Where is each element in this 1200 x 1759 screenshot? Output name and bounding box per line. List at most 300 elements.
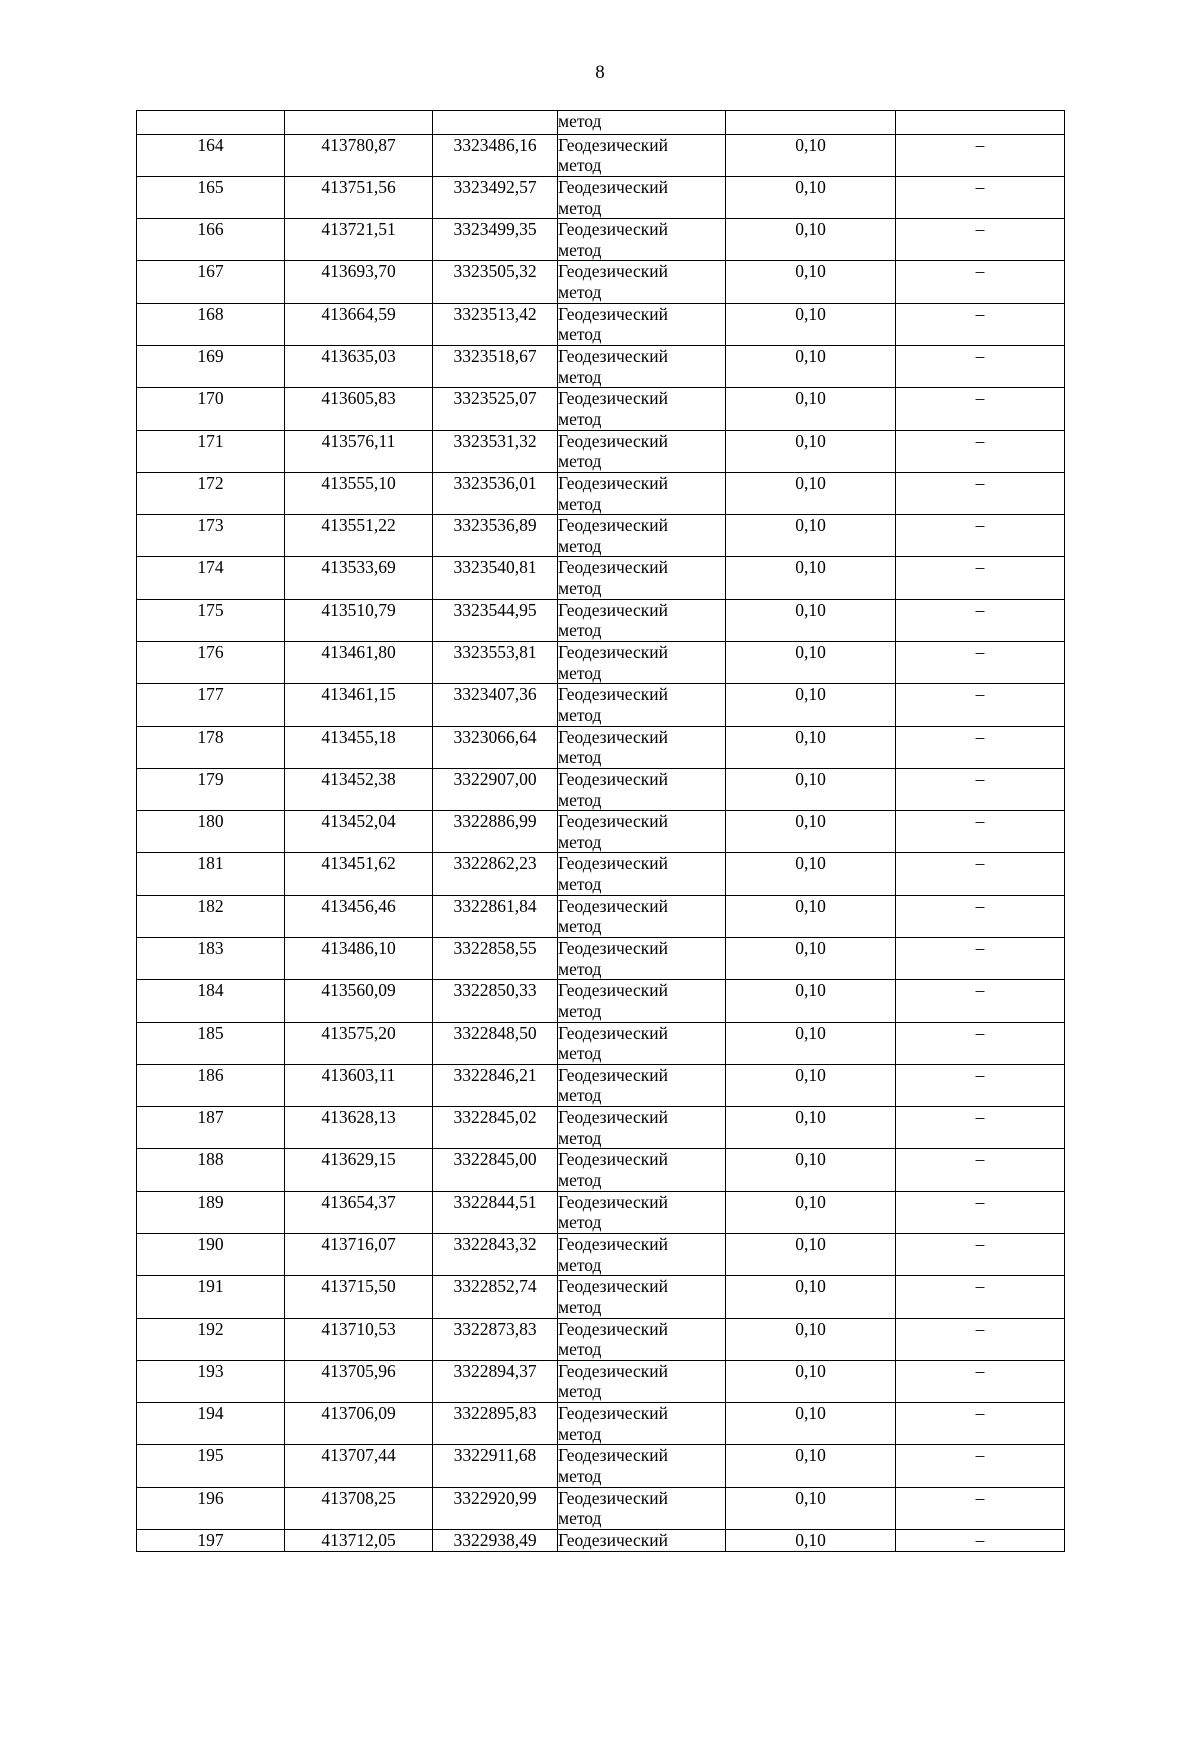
cell-method	[558, 1064, 726, 1106]
method-line-1: Геодезический	[558, 1318, 668, 1339]
cell-accuracy: 0,10	[726, 219, 896, 261]
cell-accuracy: 0,10	[726, 1149, 896, 1191]
cell-x: 413533,69	[285, 557, 433, 599]
cell-method	[558, 1022, 726, 1064]
cell-number: 173	[137, 515, 285, 557]
method-line-1: Геодезический	[558, 599, 668, 620]
method-line-2: метод	[558, 1508, 602, 1529]
method-line-2: метод	[558, 662, 602, 683]
table-row	[137, 472, 1065, 514]
cell-note: –	[896, 1276, 1065, 1318]
method-line-2: метод	[558, 1127, 602, 1148]
cell-note: –	[896, 726, 1065, 768]
method-line-1: Геодезический	[558, 557, 668, 578]
cell-accuracy: 0,10	[726, 768, 896, 810]
cell-note: –	[896, 1191, 1065, 1233]
method-line-2: метод	[558, 535, 602, 556]
cell-note: –	[896, 515, 1065, 557]
cell-x: 413605,83	[285, 388, 433, 430]
cell-note: –	[896, 684, 1065, 726]
cell-accuracy: 0,10	[726, 176, 896, 218]
cell-y: 3322894,37	[433, 1360, 558, 1402]
table-row	[137, 1276, 1065, 1318]
cell-method	[558, 726, 726, 768]
method-line-2: метод	[558, 197, 602, 218]
table-row	[137, 599, 1065, 641]
cell-note: –	[896, 937, 1065, 979]
cell-note: –	[896, 980, 1065, 1022]
cell-note: –	[896, 1360, 1065, 1402]
cell-note: –	[896, 219, 1065, 261]
cell-method	[558, 176, 726, 218]
table-row-continuation	[137, 111, 1065, 135]
cell-number: 180	[137, 811, 285, 853]
method-line-1: Геодезический	[558, 980, 668, 1001]
method-line-2: метод	[558, 239, 602, 260]
cell-method	[558, 1191, 726, 1233]
method-line-1: Геодезический	[558, 726, 668, 747]
cell-number: 176	[137, 642, 285, 684]
cell-x: 413455,18	[285, 726, 433, 768]
method-line-1: Геодезический	[558, 853, 668, 874]
cell-y: 3323536,89	[433, 515, 558, 557]
method-line-1: Геодезический	[558, 937, 668, 958]
cell-note: –	[896, 853, 1065, 895]
table-row	[137, 895, 1065, 937]
cell-x	[285, 111, 433, 135]
method-line-2: метод	[558, 831, 602, 852]
cell-y: 3322845,00	[433, 1149, 558, 1191]
method-line-1: Геодезический	[558, 1360, 668, 1381]
method-line-1: Геодезический	[558, 768, 668, 789]
cell-number: 187	[137, 1107, 285, 1149]
cell-note	[896, 111, 1065, 135]
cell-x: 413780,87	[285, 134, 433, 176]
cell-x: 413708,25	[285, 1487, 433, 1529]
cell-accuracy: 0,10	[726, 895, 896, 937]
cell-accuracy: 0,10	[726, 430, 896, 472]
cell-number: 177	[137, 684, 285, 726]
cell-number: 197	[137, 1529, 285, 1551]
cell-note: –	[896, 261, 1065, 303]
cell-number: 190	[137, 1233, 285, 1275]
cell-x: 413575,20	[285, 1022, 433, 1064]
cell-note: –	[896, 1445, 1065, 1487]
method-line-1: Геодезический	[558, 1149, 668, 1170]
table-row	[137, 134, 1065, 176]
method-line-1: Геодезический	[558, 346, 668, 367]
cell-accuracy: 0,10	[726, 346, 896, 388]
cell-note: –	[896, 1233, 1065, 1275]
cell-y: 3323525,07	[433, 388, 558, 430]
cell-number: 169	[137, 346, 285, 388]
cell-y	[433, 111, 558, 135]
cell-accuracy: 0,10	[726, 599, 896, 641]
cell-method	[558, 1529, 726, 1551]
table-row	[137, 261, 1065, 303]
coordinates-table	[136, 110, 1065, 1552]
method-line-1: Геодезический	[558, 1022, 668, 1043]
method-line-2: метод	[558, 1212, 602, 1233]
cell-accuracy: 0,10	[726, 1360, 896, 1402]
table-row	[137, 346, 1065, 388]
table-row	[137, 642, 1065, 684]
cell-method	[558, 1276, 726, 1318]
cell-accuracy: 0,10	[726, 684, 896, 726]
page-number: 8	[595, 62, 605, 83]
cell-note: –	[896, 1149, 1065, 1191]
cell-note: –	[896, 388, 1065, 430]
cell-number: 168	[137, 303, 285, 345]
cell-number: 182	[137, 895, 285, 937]
cell-x: 413451,62	[285, 853, 433, 895]
coordinates-table-body	[137, 111, 1065, 1552]
cell-method	[558, 895, 726, 937]
cell-x: 413576,11	[285, 430, 433, 472]
cell-x: 413510,79	[285, 599, 433, 641]
method-line-2: метод	[558, 874, 602, 895]
cell-note: –	[896, 1022, 1065, 1064]
table-row	[137, 1445, 1065, 1487]
cell-method	[558, 853, 726, 895]
cell-y: 3323513,42	[433, 303, 558, 345]
cell-y: 3322920,99	[433, 1487, 558, 1529]
table-row	[137, 937, 1065, 979]
cell-accuracy: 0,10	[726, 388, 896, 430]
cell-method	[558, 557, 726, 599]
method-line-2: метод	[558, 1085, 602, 1106]
cell-accuracy: 0,10	[726, 303, 896, 345]
cell-x: 413486,10	[285, 937, 433, 979]
method-line-1: Геодезический	[558, 388, 668, 409]
cell-note: –	[896, 1403, 1065, 1445]
cell-accuracy: 0,10	[726, 980, 896, 1022]
cell-y: 3322938,49	[433, 1529, 558, 1551]
cell-y: 3322862,23	[433, 853, 558, 895]
cell-x: 413664,59	[285, 303, 433, 345]
method-line-2: метод	[558, 408, 602, 429]
cell-number: 184	[137, 980, 285, 1022]
table-row	[137, 176, 1065, 218]
method-line-2: метод	[558, 366, 602, 387]
cell-number: 170	[137, 388, 285, 430]
cell-note: –	[896, 557, 1065, 599]
method-line-2: метод	[558, 324, 602, 345]
cell-x: 413716,07	[285, 1233, 433, 1275]
method-line-1: Геодезический	[558, 811, 668, 832]
cell-x: 413707,44	[285, 1445, 433, 1487]
cell-accuracy: 0,10	[726, 261, 896, 303]
table-row	[137, 980, 1065, 1022]
cell-number: 191	[137, 1276, 285, 1318]
cell-x: 413629,15	[285, 1149, 433, 1191]
cell-accuracy	[726, 111, 896, 135]
cell-y: 3323492,57	[433, 176, 558, 218]
cell-accuracy: 0,10	[726, 1233, 896, 1275]
cell-number: 194	[137, 1403, 285, 1445]
cell-method	[558, 1445, 726, 1487]
table-row	[137, 1107, 1065, 1149]
cell-number: 189	[137, 1191, 285, 1233]
cell-method-tail: метод	[558, 111, 726, 135]
cell-accuracy: 0,10	[726, 1445, 896, 1487]
cell-accuracy: 0,10	[726, 726, 896, 768]
cell-method	[558, 515, 726, 557]
cell-method	[558, 1233, 726, 1275]
method-line-2: метод	[558, 747, 602, 768]
cell-note: –	[896, 472, 1065, 514]
table-row	[137, 1191, 1065, 1233]
cell-number: 181	[137, 853, 285, 895]
cell-x: 413705,96	[285, 1360, 433, 1402]
cell-method	[558, 1107, 726, 1149]
cell-note: –	[896, 176, 1065, 218]
cell-x: 413452,38	[285, 768, 433, 810]
method-line-2: метод	[558, 578, 602, 599]
cell-x: 413461,80	[285, 642, 433, 684]
cell-x: 413456,46	[285, 895, 433, 937]
method-line-2: метод	[558, 1170, 602, 1191]
cell-accuracy: 0,10	[726, 515, 896, 557]
cell-y: 3322848,50	[433, 1022, 558, 1064]
method-line-2: метод	[558, 704, 602, 725]
table-row	[137, 684, 1065, 726]
cell-accuracy: 0,10	[726, 1022, 896, 1064]
table-row	[137, 219, 1065, 261]
cell-y: 3323066,64	[433, 726, 558, 768]
table-row	[137, 515, 1065, 557]
cell-accuracy: 0,10	[726, 1107, 896, 1149]
method-line-2: метод	[558, 1043, 602, 1064]
cell-number: 175	[137, 599, 285, 641]
table-row	[137, 1360, 1065, 1402]
cell-accuracy: 0,10	[726, 1403, 896, 1445]
table-row	[137, 557, 1065, 599]
cell-number: 171	[137, 430, 285, 472]
cell-method	[558, 1487, 726, 1529]
cell-number: 179	[137, 768, 285, 810]
method-line-1: Геодезический	[558, 895, 668, 916]
cell-note: –	[896, 346, 1065, 388]
cell-method	[558, 1403, 726, 1445]
cell-method	[558, 811, 726, 853]
cell-number	[137, 111, 285, 135]
cell-y: 3322843,32	[433, 1233, 558, 1275]
cell-accuracy: 0,10	[726, 642, 896, 684]
cell-y: 3323518,67	[433, 346, 558, 388]
cell-accuracy: 0,10	[726, 1064, 896, 1106]
table-row	[137, 1064, 1065, 1106]
cell-x: 413693,70	[285, 261, 433, 303]
cell-accuracy: 0,10	[726, 1276, 896, 1318]
method-line-2: метод	[558, 451, 602, 472]
table-row	[137, 430, 1065, 472]
cell-number: 183	[137, 937, 285, 979]
cell-number: 192	[137, 1318, 285, 1360]
cell-note: –	[896, 599, 1065, 641]
cell-number: 165	[137, 176, 285, 218]
cell-note: –	[896, 1107, 1065, 1149]
cell-x: 413712,05	[285, 1529, 433, 1551]
cell-accuracy: 0,10	[726, 472, 896, 514]
cell-number: 166	[137, 219, 285, 261]
cell-note: –	[896, 134, 1065, 176]
method-line-1: Геодезический	[558, 1107, 668, 1128]
method-line-1: Геодезический	[558, 134, 668, 155]
cell-y: 3323407,36	[433, 684, 558, 726]
cell-x: 413721,51	[285, 219, 433, 261]
cell-note: –	[896, 895, 1065, 937]
cell-method	[558, 430, 726, 472]
table-row	[137, 388, 1065, 430]
coordinates-table-wrapper	[136, 84, 1064, 1552]
table-row	[137, 1529, 1065, 1551]
method-line-2: метод	[558, 789, 602, 810]
cell-x: 413635,03	[285, 346, 433, 388]
method-line-1: Геодезический	[558, 1529, 668, 1550]
table-row	[137, 768, 1065, 810]
method-line-2: метод	[558, 620, 602, 641]
table-row	[137, 726, 1065, 768]
cell-x: 413560,09	[285, 980, 433, 1022]
method-line-2: метод	[558, 1254, 602, 1275]
method-line-1: Геодезический	[558, 472, 668, 493]
cell-x: 413551,22	[285, 515, 433, 557]
cell-note: –	[896, 1064, 1065, 1106]
cell-y: 3323531,32	[433, 430, 558, 472]
cell-accuracy: 0,10	[726, 134, 896, 176]
cell-accuracy: 0,10	[726, 1318, 896, 1360]
method-line-1: Геодезический	[558, 1403, 668, 1424]
cell-x: 413706,09	[285, 1403, 433, 1445]
cell-note: –	[896, 811, 1065, 853]
cell-x: 413654,37	[285, 1191, 433, 1233]
cell-accuracy: 0,10	[726, 853, 896, 895]
cell-accuracy: 0,10	[726, 1529, 896, 1551]
cell-number: 172	[137, 472, 285, 514]
cell-number: 174	[137, 557, 285, 599]
cell-x: 413715,50	[285, 1276, 433, 1318]
table-row	[137, 303, 1065, 345]
cell-method	[558, 642, 726, 684]
cell-note: –	[896, 1529, 1065, 1551]
cell-x: 413461,15	[285, 684, 433, 726]
document-page	[0, 62, 1200, 1759]
cell-y: 3322844,51	[433, 1191, 558, 1233]
table-row	[137, 1403, 1065, 1445]
cell-x: 413452,04	[285, 811, 433, 853]
cell-method	[558, 388, 726, 430]
table-row	[137, 811, 1065, 853]
cell-number: 196	[137, 1487, 285, 1529]
cell-method	[558, 219, 726, 261]
cell-y: 3323553,81	[433, 642, 558, 684]
cell-y: 3322907,00	[433, 768, 558, 810]
cell-y: 3322911,68	[433, 1445, 558, 1487]
cell-number: 186	[137, 1064, 285, 1106]
method-line-2: метод	[558, 155, 602, 176]
cell-method	[558, 599, 726, 641]
cell-y: 3322861,84	[433, 895, 558, 937]
method-line-2: метод	[558, 1381, 602, 1402]
cell-method	[558, 768, 726, 810]
method-line-1: Геодезический	[558, 684, 668, 705]
cell-number: 193	[137, 1360, 285, 1402]
cell-note: –	[896, 1318, 1065, 1360]
cell-accuracy: 0,10	[726, 937, 896, 979]
cell-note: –	[896, 642, 1065, 684]
cell-number: 178	[137, 726, 285, 768]
cell-method	[558, 303, 726, 345]
method-line-2: метод	[558, 1296, 602, 1317]
method-line-1: Геодезический	[558, 642, 668, 663]
method-line-1: Геодезический	[558, 1064, 668, 1085]
method-line-1: Геодезический	[558, 1487, 668, 1508]
table-row	[137, 1487, 1065, 1529]
cell-y: 3323505,32	[433, 261, 558, 303]
cell-y: 3322846,21	[433, 1064, 558, 1106]
cell-note: –	[896, 430, 1065, 472]
cell-method	[558, 1318, 726, 1360]
cell-accuracy: 0,10	[726, 1191, 896, 1233]
cell-number: 188	[137, 1149, 285, 1191]
cell-accuracy: 0,10	[726, 1487, 896, 1529]
cell-y: 3322858,55	[433, 937, 558, 979]
cell-method	[558, 937, 726, 979]
cell-note: –	[896, 303, 1065, 345]
cell-number: 167	[137, 261, 285, 303]
cell-note: –	[896, 1487, 1065, 1529]
method-line-1: Геодезический	[558, 1276, 668, 1297]
table-row	[137, 1022, 1065, 1064]
method-line-2: метод	[558, 1000, 602, 1021]
cell-method	[558, 134, 726, 176]
cell-x: 413603,11	[285, 1064, 433, 1106]
method-line-1: Геодезический	[558, 261, 668, 282]
cell-x: 413751,56	[285, 176, 433, 218]
method-line-2: метод	[558, 958, 602, 979]
cell-method	[558, 472, 726, 514]
cell-method	[558, 980, 726, 1022]
cell-number: 164	[137, 134, 285, 176]
method-line-2: метод	[558, 1339, 602, 1360]
cell-y: 3322850,33	[433, 980, 558, 1022]
cell-method	[558, 261, 726, 303]
cell-accuracy: 0,10	[726, 557, 896, 599]
cell-y: 3323486,16	[433, 134, 558, 176]
method-line-2: метод	[558, 916, 602, 937]
cell-y: 3323536,01	[433, 472, 558, 514]
method-line-1: Геодезический	[558, 1233, 668, 1254]
cell-number: 185	[137, 1022, 285, 1064]
method-line-1: Геодезический	[558, 1445, 668, 1466]
cell-number: 195	[137, 1445, 285, 1487]
method-line-1: Геодезический	[558, 219, 668, 240]
cell-method	[558, 346, 726, 388]
method-line-2: метод	[558, 493, 602, 514]
cell-accuracy: 0,10	[726, 811, 896, 853]
cell-method	[558, 1149, 726, 1191]
cell-y: 3322845,02	[433, 1107, 558, 1149]
method-line-2: метод	[558, 1423, 602, 1444]
table-row	[137, 853, 1065, 895]
table-row	[137, 1149, 1065, 1191]
cell-method	[558, 684, 726, 726]
cell-y: 3322886,99	[433, 811, 558, 853]
method-line-1: Геодезический	[558, 515, 668, 536]
table-row	[137, 1233, 1065, 1275]
cell-x: 413628,13	[285, 1107, 433, 1149]
